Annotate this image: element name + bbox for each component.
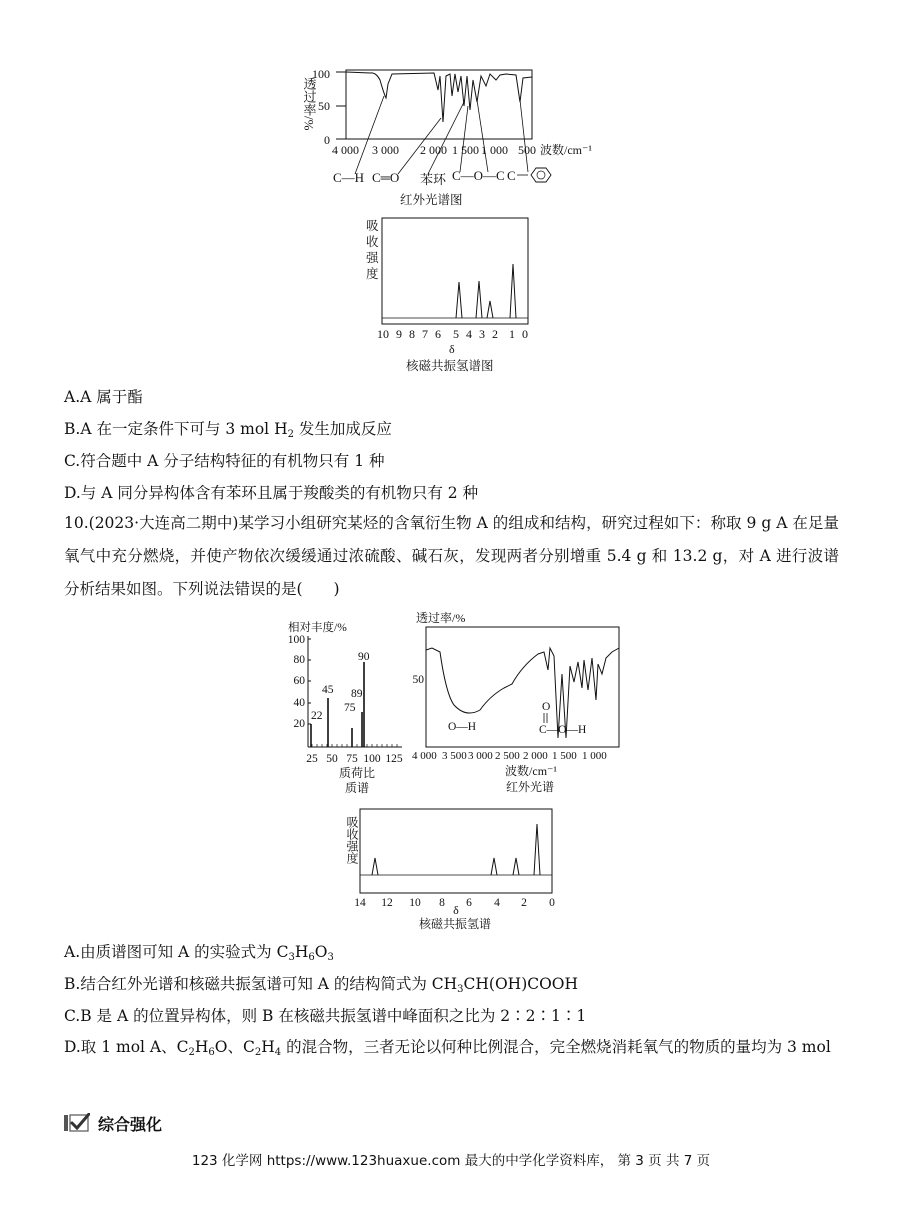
q10-ir-xtick-1500: 1 500 [552, 750, 577, 762]
q9-ir-trace [346, 72, 532, 122]
q10-nmr-caption: 核磁共振氢谱 [418, 917, 492, 931]
q10-ms-xtick-50: 50 [326, 753, 338, 765]
q9-ir-ytick-100: 100 [312, 67, 330, 81]
q9-nmr-xtick-5: 5 [453, 327, 459, 341]
q9-ir-label-c: C [507, 168, 516, 183]
q9-ir-xtick-4000: 4 000 [332, 143, 359, 157]
q10-option-b: B.结合红外光谱和核磁共振氢谱可知 A 的结构简式为 $CH_3CH(OH)COOH$ [64, 975, 579, 995]
q10-nmr-xlabel: δ [453, 903, 459, 917]
q10-mass-spectrum [276, 618, 410, 798]
q10-ir-xtick-4000: 4 000 [412, 750, 437, 762]
q10-nmr-xtick-12: 12 [381, 897, 393, 909]
q10-ms-ytick-20: 20 [293, 718, 305, 730]
q9-ir-xlabel: 波数/cm⁻¹ [540, 143, 592, 157]
q9-nmr-caption: 核磁共振氢谱图 [406, 359, 494, 373]
q10-ir-label-coh: C—O—H [539, 724, 587, 736]
q9-ir-label-benzene: 苯环 [420, 172, 447, 187]
q9-ir-label-co: C═O [372, 170, 400, 185]
q10-ms-peak-22: 22 [311, 710, 323, 722]
q10-ms-peaks [311, 662, 364, 747]
q10-ir-xlabel: 波数/cm⁻¹ [505, 764, 557, 778]
q9-ir-ylabel-1: 透过率/% [301, 77, 317, 131]
q9-ir-label-coc: C—O—C [452, 168, 505, 183]
q10-ms-ylabel: 相对丰度/% [288, 622, 347, 634]
q10-ms-xtick-125: 125 [385, 753, 403, 765]
q10-ms-peak-45: 45 [322, 684, 334, 696]
q10-ir-label-oh: O—H [448, 721, 477, 733]
q9-option-b: B.A 在一定条件下可与 3 mol $H_2$ 发生加成反应 [64, 420, 392, 440]
q10-ir-ytick-50: 50 [412, 674, 424, 686]
q9-nmr-ylabel-3: 强 [366, 251, 379, 265]
q10-ir-spectrum [408, 608, 624, 798]
q9-ir-xtick-3000: 3 000 [372, 143, 399, 157]
q10-nmr-xtick-10: 10 [409, 897, 421, 909]
q10-ms-xlabel: 质荷比 [338, 766, 376, 780]
q10-ms-xtick-75: 75 [346, 753, 358, 765]
q9-option-d: D.与 A 同分异构体含有苯环且属于羧酸类的有机物只有 2 种 [64, 484, 479, 502]
q10-ms-peak-89: 89 [351, 688, 363, 700]
q10-ms-ytick-80: 80 [293, 654, 305, 666]
q9-nmr-xtick-9: 9 [396, 327, 402, 341]
q9-nmr-xtick-7: 7 [422, 327, 428, 341]
q9-ir-xtick-1500: 1 500 [452, 143, 479, 157]
q10-ir-xtick-3500: 3 500 [442, 750, 467, 762]
q10-option-c: C.B 是 A 的位置异构体，则 B 在核磁共振氢谱中峰面积之比为 2∶2∶1∶1 [64, 1007, 587, 1025]
q10-ms-peak-75: 75 [344, 702, 356, 714]
q9-ir-ytick-50: 50 [318, 99, 330, 113]
q9-nmr-xtick-2: 2 [492, 327, 498, 341]
q10-ir-xtick-2500: 2 500 [495, 750, 520, 762]
q10-ms-ytick-60: 60 [293, 675, 305, 687]
q10-ir-caption: 红外光谱 [505, 780, 555, 794]
q9-ir-xtick-500: 500 [518, 143, 536, 157]
q9-nmr-xtick-6: 6 [435, 327, 441, 341]
section-title: 综合强化 [98, 1114, 163, 1134]
q10-nmr-spectrum [338, 804, 564, 934]
q9-nmr-xtick-4: 4 [466, 327, 472, 341]
q9-nmr-peaks [456, 264, 516, 318]
q9-ir-caption: 红外光谱图 [400, 193, 463, 207]
q10-ms-xtick-100: 100 [363, 753, 381, 765]
q10-nmr-xtick-2: 2 [521, 897, 527, 909]
q9-nmr-spectrum [360, 214, 550, 376]
section-heading [64, 1111, 162, 1135]
q9-nmr-xtick-3: 3 [479, 327, 485, 341]
q10-nmr-xtick-8: 8 [439, 897, 445, 909]
page-footer: 123 化学网 https://www.123huaxue.com 最大的中学化学资料库， 第 3 页 共 7 页 [191, 1153, 711, 1169]
q10-ir-ylabel: 透过率/% [416, 611, 466, 625]
section-check-icon [64, 1113, 90, 1133]
q10-option-a: A.由质谱图可知 A 的实验式为 $C_3H_6O_3$ [64, 943, 334, 963]
q10-nmr-ylabel: 吸收强度 [345, 816, 359, 864]
q10-nmr-xtick-14: 14 [354, 897, 366, 909]
q10-nmr-xtick-0: 0 [549, 897, 555, 909]
q10-ms-peak-90: 90 [358, 651, 370, 663]
q10-stem: 10.(2023·大连高二期中)某学习小组研究某烃的含氧衍生物 A 的组成和结构，研究过程如下：称取 9 g A 在足量氧气中充分燃烧，并使产物依次缓缓通过浓硫酸、碱石灰，发现两者分别增重 5.4 g 和 13.2 g，对 A 进行波谱分析结果如图。下列说法错误的是( ) [64, 514, 839, 598]
q10-ms-ytick-100: 100 [287, 634, 305, 646]
q10-nmr-peaks [372, 824, 540, 875]
benzene-ring-icon [531, 168, 551, 182]
q9-option-c: C.符合题中 A 分子结构特征的有机物只有 1 种 [64, 452, 385, 470]
q9-nmr-xtick-8: 8 [409, 327, 415, 341]
q9-nmr-xtick-1: 1 [509, 327, 515, 341]
q10-ms-xtick-25: 25 [306, 753, 318, 765]
q9-ir-xtick-1000: 1 000 [481, 143, 508, 157]
q10-option-d: D.取 1 mol A、$C_2H_6O$、$C_2H_4$ 的混合物，三者无论以何种比例混合，完全燃烧消耗氧气的物质的量均为 3 mol [64, 1038, 831, 1058]
q10-ms-ytick-40: 40 [293, 697, 305, 709]
q10-ir-label-o: O [542, 701, 551, 713]
q10-ir-xtick-2000: 2 000 [523, 750, 548, 762]
q10-ir-xtick-3000: 3 000 [468, 750, 493, 762]
q10-ms-caption: 质谱 [344, 781, 370, 795]
q10-ir-xtick-1000: 1 000 [582, 750, 607, 762]
q9-nmr-ylabel-4: 度 [366, 267, 379, 281]
q10-nmr-xtick-6: 6 [466, 897, 472, 909]
q9-ir-spectrum [300, 62, 610, 210]
q9-ir-ytick-0: 0 [324, 133, 330, 147]
q9-option-a: A.A 属于酯 [64, 388, 143, 406]
q9-nmr-ylabel-2: 收 [366, 235, 379, 249]
q9-nmr-xtick-10: 10 [377, 327, 389, 341]
q9-nmr-xlabel: δ [449, 342, 455, 356]
q9-ir-label-ch: C—H [333, 170, 365, 185]
q10-nmr-xtick-4: 4 [494, 897, 500, 909]
q9-nmr-xtick-0: 0 [522, 327, 528, 341]
q9-ir-xtick-2000: 2 000 [420, 143, 447, 157]
q9-nmr-ylabel-1: 吸 [366, 219, 379, 233]
